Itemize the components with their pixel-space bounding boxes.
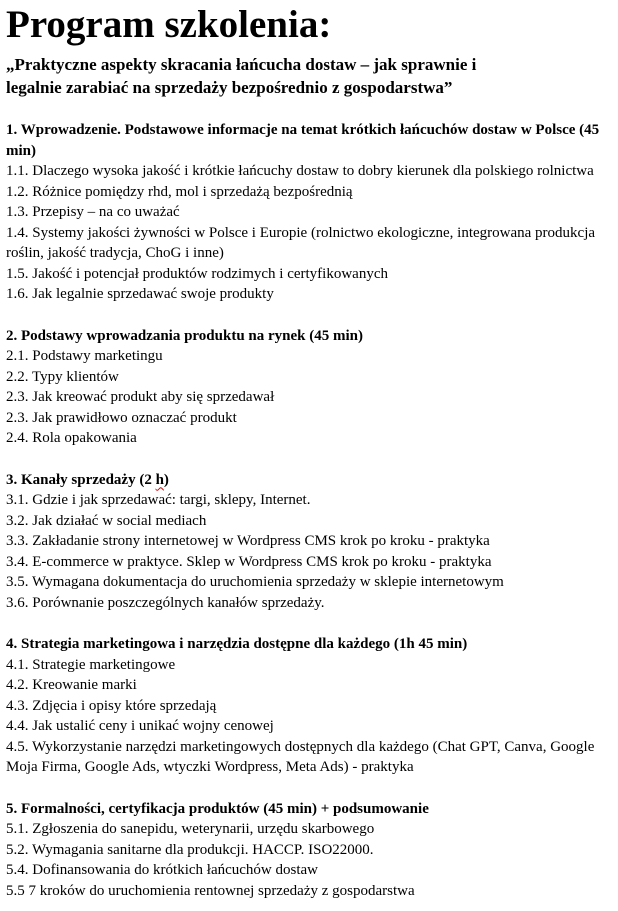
list-item: 3.1. Gdzie i jak sprzedawać: targi, sklepy, Internet. bbox=[6, 492, 311, 509]
section-heading: 1. Wprowadzenie. Podstawowe informacje na temat krótkich łańcuchów dostaw w Polsce (45 min) bbox=[6, 122, 600, 159]
list-item: 3.5. Wymagana dokumentacja do uruchomienia sprzedaży w sklepie internetowym bbox=[6, 574, 504, 591]
spellcheck-underline-word: h bbox=[155, 471, 164, 488]
program-sections bbox=[6, 120, 610, 901]
list-item: 2.3. Jak prawidłowo oznaczać produkt bbox=[6, 409, 237, 426]
list-item: 2.4. Rola opakowania bbox=[6, 430, 137, 447]
section-5 bbox=[6, 799, 610, 902]
list-item: 5.4. Dofinansowania do krótkich łańcuchów dostaw bbox=[6, 862, 319, 879]
section-2 bbox=[6, 326, 610, 449]
list-item: 2.2. Typy klientów bbox=[6, 368, 119, 385]
list-item: 1.3. Przepisy – na co uważać bbox=[6, 204, 180, 221]
section-heading: 4. Strategia marketingowa i narzędzia dostępne dla każdego (1h 45 min) bbox=[6, 636, 468, 653]
list-item: 3.2. Jak działać w social mediach bbox=[6, 512, 207, 529]
list-item: 2.3. Jak kreować produkt aby się sprzedawał bbox=[6, 389, 275, 406]
section-heading: 5. Formalności, certyfikacja produktów (45 min) + podsumowanie bbox=[6, 800, 429, 817]
document-subtitle bbox=[6, 53, 610, 99]
list-item: 5.1. Zgłoszenia do sanepidu, weterynarii, urzędu skarbowego bbox=[6, 821, 375, 838]
list-item: 3.4. E-commerce w praktyce. Sklep w Wordpress CMS krok po kroku - praktyka bbox=[6, 553, 492, 570]
list-item: 4.2. Kreowanie marki bbox=[6, 677, 137, 694]
list-item: 3.6. Porównanie poszczególnych kanałów sprzedaży. bbox=[6, 594, 325, 611]
section-4 bbox=[6, 634, 610, 778]
list-item: 4.5. Wykorzystanie narzędzi marketingowych dostępnych dla każdego (Chat GPT, Canva, Google Moja Firma, Google Ads, wtyczki Wordpress, Meta Ads) - praktyka bbox=[6, 738, 595, 776]
list-item: 4.1. Strategie marketingowe bbox=[6, 656, 176, 673]
list-item: 1.6. Jak legalnie sprzedawać swoje produkty bbox=[6, 286, 274, 303]
page-title: Program szkolenia: bbox=[6, 3, 332, 46]
list-item: 1.2. Różnice pomiędzy rhd, mol i sprzedażą bezpośrednią bbox=[6, 183, 353, 200]
subtitle-line-1: „Praktyczne aspekty skracania łańcucha dostaw – jak sprawnie i bbox=[6, 55, 477, 75]
list-item: 2.1. Podstawy marketingu bbox=[6, 348, 163, 365]
section-heading: 2. Podstawy wprowadzania produktu na rynek (45 min) bbox=[6, 327, 364, 344]
section-1 bbox=[6, 120, 610, 305]
section-heading: 3. Kanały sprzedaży (2 h) bbox=[6, 471, 169, 488]
list-item: 3.3. Zakładanie strony internetowej w Wordpress CMS krok po kroku - praktyka bbox=[6, 533, 490, 550]
list-item: 4.4. Jak ustalić ceny i unikać wojny cenowej bbox=[6, 718, 274, 735]
list-item: 1.1. Dlaczego wysoka jakość i krótkie łańcuchy dostaw to dobry kierunek dla polskiego rolnictwa bbox=[6, 163, 594, 180]
list-item: 1.4. Systemy jakości żywności w Polsce i Europie (rolnictwo ekologiczne, integrowana produkcja roślin, jakość tradycja, ChoG i inne) bbox=[6, 224, 596, 262]
list-item: 5.2. Wymagania sanitarne dla produkcji. HACCP. ISO22000. bbox=[6, 841, 374, 858]
list-item: 4.3. Zdjęcia i opisy które sprzedają bbox=[6, 697, 217, 714]
list-item: 5.5 7 kroków do uruchomienia rentownej sprzedaży z gospodarstwa bbox=[6, 882, 415, 899]
subtitle-line-2: legalnie zarabiać na sprzedaży bezpośrednio z gospodarstwa” bbox=[6, 78, 453, 98]
list-item: 1.5. Jakość i potencjał produktów rodzimych i certyfikowanych bbox=[6, 265, 388, 282]
section-3 bbox=[6, 470, 610, 614]
